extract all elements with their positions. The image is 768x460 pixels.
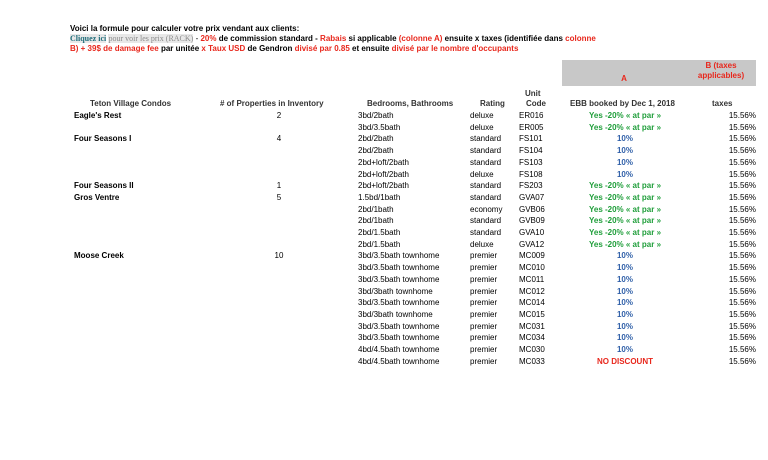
intro-text: de Gendron — [245, 44, 295, 53]
table-row — [0, 239, 768, 251]
taxes-cell: 15.56% — [728, 345, 756, 354]
property-count-cell: 1 — [276, 181, 282, 191]
ebb-cell: 10% — [616, 169, 633, 179]
rating-cell: standard — [470, 192, 502, 202]
intro-line-2 — [70, 34, 760, 44]
table-row — [0, 227, 768, 239]
bedrooms-cell: 4bd/4.5bath townhome — [358, 345, 440, 354]
unit-code-cell: GVA12 — [519, 239, 545, 249]
intro-text: et ensuite — [349, 44, 392, 53]
bedrooms-cell: 2bd/1.5bath — [358, 239, 401, 249]
bedrooms-cell: 4bd/4.5bath townhome — [358, 356, 440, 366]
intro-commission-pct: 20% — [200, 34, 217, 43]
table-row — [0, 309, 768, 321]
unit-code-cell: MC034 — [519, 333, 545, 343]
rating-cell: standard — [470, 216, 502, 226]
unit-code-cell: MC011 — [519, 274, 545, 284]
bedrooms-cell: 2bd/1bath — [358, 216, 394, 226]
table-row — [0, 356, 768, 368]
rating-cell: deluxe — [470, 111, 494, 120]
formula-intro — [70, 24, 760, 54]
bedrooms-cell: 2bd+loft/2bath — [358, 181, 409, 191]
rating-cell: standard — [470, 181, 502, 191]
taxes-cell: 15.56% — [728, 274, 756, 284]
table-row — [0, 180, 768, 192]
rating-cell: deluxe — [470, 239, 494, 249]
taxes-cell: 15.56% — [728, 181, 756, 191]
rating-cell: premier — [470, 321, 498, 331]
ebb-cell: Yes -20% « at par » — [588, 216, 662, 226]
rating-cell: standard — [470, 134, 502, 144]
taxes-cell: 15.56% — [728, 111, 756, 120]
rating-cell: premier — [470, 345, 498, 354]
ebb-cell: 10% — [616, 298, 633, 308]
ebb-cell: 10% — [616, 321, 633, 331]
table-row — [0, 215, 768, 227]
col-header-taxes: taxes — [712, 99, 733, 108]
unit-code-cell: FS103 — [519, 157, 543, 167]
unit-code-cell: MC014 — [519, 298, 545, 308]
unit-code-cell: MC010 — [519, 263, 545, 273]
unit-code-cell: GVB09 — [519, 216, 545, 226]
rating-cell: premier — [470, 333, 498, 343]
taxes-cell: 15.56% — [728, 321, 756, 331]
ebb-cell: 10% — [616, 263, 633, 273]
table-row — [0, 133, 768, 145]
bedrooms-cell: 3bd/3.5bath townhome — [358, 321, 440, 331]
taxes-cell: 15.56% — [728, 122, 756, 132]
ebb-cell: NO DISCOUNT — [597, 356, 653, 366]
rating-cell: premier — [470, 286, 498, 296]
taxes-cell: 15.56% — [728, 146, 756, 156]
bedrooms-cell: 2bd/2bath — [358, 146, 394, 156]
table-row — [0, 286, 768, 298]
condo-name-cell: Four Seasons II — [74, 181, 134, 191]
intro-text: ensuite x taxes (identifiée dans — [442, 34, 566, 43]
intro-text: de commission standard - — [216, 34, 321, 43]
condo-name-cell: Eagle's Rest — [74, 111, 122, 120]
taxes-cell: 15.56% — [728, 134, 756, 144]
taxes-cell: 15.56% — [728, 192, 756, 202]
ebb-cell: 10% — [616, 345, 633, 354]
table-row — [0, 297, 768, 309]
bedrooms-cell: 3bd/2bath — [358, 111, 394, 120]
col-header-condos: Teton Village Condos — [90, 99, 172, 108]
table-row — [0, 110, 768, 122]
taxes-cell: 15.56% — [728, 263, 756, 273]
table-row — [0, 192, 768, 204]
bedrooms-cell: 3bd/3.5bath townhome — [358, 263, 440, 273]
col-header-count: # of Properties in Inventory — [220, 99, 324, 108]
ebb-cell: Yes -20% « at par » — [588, 228, 662, 237]
col-header-ebb: EBB booked by Dec 1, 2018 — [570, 99, 675, 108]
condo-name-cell: Gros Ventre — [74, 192, 120, 202]
bedrooms-cell: 2bd/1.5bath — [358, 228, 401, 237]
bedrooms-cell: 3bd/3.5bath townhome — [358, 298, 440, 308]
rack-prices-link[interactable]: Cliquez ici — [70, 34, 107, 43]
rating-cell: deluxe — [470, 169, 494, 179]
ebb-cell: 10% — [616, 157, 633, 167]
intro-damage-fee: B) + 39$ de damage fee — [70, 44, 159, 53]
ebb-cell: Yes -20% « at par » — [588, 122, 662, 132]
table-row — [0, 122, 768, 134]
ebb-cell: 10% — [616, 134, 633, 144]
intro-line-1: Voici la formule pour calculer votre prix vendant aux clients: — [70, 24, 300, 33]
taxes-cell: 15.56% — [728, 251, 756, 261]
unit-code-cell: MC012 — [519, 286, 545, 296]
column-b-label: B (taxes applicables) — [697, 61, 745, 80]
ebb-cell: 10% — [616, 146, 633, 156]
bedrooms-cell: 2bd+loft/2bath — [358, 169, 409, 179]
unit-code-cell: GVA10 — [519, 228, 545, 237]
unit-code-cell: GVA07 — [519, 192, 545, 202]
unit-code-cell: MC033 — [519, 356, 545, 366]
col-header-bedrooms: Bedrooms, Bathrooms — [367, 99, 454, 108]
column-a-label: A — [621, 74, 627, 83]
ebb-cell: Yes -20% « at par » — [588, 239, 662, 249]
intro-text: par unitée — [158, 44, 202, 53]
condo-name-cell: Four Seasons I — [74, 134, 132, 144]
condo-name-cell: Moose Creek — [74, 251, 124, 261]
table-row — [0, 204, 768, 216]
table-row — [0, 250, 768, 262]
ebb-cell: Yes -20% « at par » — [588, 181, 662, 191]
taxes-cell: 15.56% — [728, 333, 756, 343]
intro-colonne-a: (colonne A) — [398, 34, 443, 43]
taxes-cell: 15.56% — [728, 157, 756, 167]
rating-cell: standard — [470, 146, 502, 156]
unit-code-cell: MC015 — [519, 309, 545, 319]
column-a-header-band — [562, 60, 686, 86]
taxes-cell: 15.56% — [728, 286, 756, 296]
taxes-cell: 15.56% — [728, 204, 756, 214]
rack-prices-link-suffix[interactable]: pour voir les prix (RACK) — [108, 34, 194, 43]
table-row — [0, 321, 768, 333]
intro-text: si applicable — [346, 34, 399, 43]
taxes-cell: 15.56% — [728, 216, 756, 226]
table-row — [0, 145, 768, 157]
table-row — [0, 344, 768, 356]
bedrooms-cell: 3bd/3bath townhome — [358, 286, 433, 296]
col-header-code: Code — [526, 99, 546, 108]
bedrooms-cell: 3bd/3.5bath townhome — [358, 251, 440, 261]
intro-rabais: Rabais — [320, 34, 347, 43]
table-row — [0, 262, 768, 274]
rating-cell: premier — [470, 356, 498, 366]
rating-cell: standard — [470, 228, 502, 237]
bedrooms-cell: 3bd/3bath townhome — [358, 309, 433, 319]
intro-taux-usd: x Taux USD — [201, 44, 246, 53]
property-count-cell: 4 — [276, 134, 282, 144]
taxes-cell: 15.56% — [728, 239, 756, 249]
ebb-cell: 10% — [616, 286, 633, 296]
bedrooms-cell: 1.5bd/1bath — [358, 192, 401, 202]
unit-header-top: Unit — [525, 89, 541, 98]
table-row — [0, 274, 768, 286]
rating-cell: premier — [470, 309, 498, 319]
rating-cell: premier — [470, 263, 498, 273]
unit-code-cell: FS104 — [519, 146, 543, 156]
unit-code-cell: FS108 — [519, 169, 543, 179]
taxes-cell: 15.56% — [728, 356, 756, 366]
rating-cell: premier — [470, 298, 498, 308]
ebb-cell: 10% — [616, 309, 633, 319]
table-row — [0, 169, 768, 181]
unit-code-cell: ER016 — [519, 111, 544, 120]
table-row — [0, 332, 768, 344]
property-count-cell: 5 — [276, 192, 282, 202]
taxes-cell: 15.56% — [728, 228, 756, 237]
unit-code-cell: GVB06 — [519, 204, 545, 214]
ebb-cell: 10% — [616, 251, 633, 261]
ebb-cell: 10% — [616, 274, 633, 284]
rating-cell: premier — [470, 274, 498, 284]
bedrooms-cell: 3bd/3.5bath townhome — [358, 333, 440, 343]
ebb-cell: 10% — [616, 333, 633, 343]
taxes-cell: 15.56% — [728, 309, 756, 319]
bedrooms-cell: 3bd/3.5bath townhome — [358, 274, 440, 284]
bedrooms-cell: 2bd/1bath — [358, 204, 394, 214]
ebb-cell: Yes -20% « at par » — [588, 111, 662, 120]
unit-code-cell: MC030 — [519, 345, 545, 354]
ebb-cell: Yes -20% « at par » — [588, 192, 662, 202]
taxes-cell: 15.56% — [728, 169, 756, 179]
unit-code-cell: FS203 — [519, 181, 543, 191]
intro-line-3 — [70, 44, 760, 54]
column-b-header-band — [686, 60, 756, 86]
col-header-rating: Rating — [480, 99, 505, 108]
property-count-cell: 10 — [274, 251, 284, 261]
bedrooms-cell: 2bd+loft/2bath — [358, 157, 409, 167]
intro-text: - — [193, 34, 201, 43]
unit-code-cell: MC031 — [519, 321, 545, 331]
unit-code-cell: MC009 — [519, 251, 545, 261]
rating-cell: economy — [470, 204, 503, 214]
bedrooms-cell: 3bd/3.5bath — [358, 122, 401, 132]
table-row — [0, 157, 768, 169]
taxes-cell: 15.56% — [728, 298, 756, 308]
bedrooms-cell: 2bd/2bath — [358, 134, 394, 144]
unit-code-cell: ER005 — [519, 122, 544, 132]
intro-colonne: colonne — [565, 34, 596, 43]
rating-cell: standard — [470, 157, 502, 167]
intro-divise-085: divisé par 0.85 — [294, 44, 350, 53]
intro-divise-occupants: divisé par le nombre d'occupants — [391, 44, 519, 53]
rating-cell: premier — [470, 251, 498, 261]
ebb-cell: Yes -20% « at par » — [588, 204, 662, 214]
unit-code-cell: FS101 — [519, 134, 543, 144]
property-count-cell: 2 — [276, 111, 282, 120]
rating-cell: deluxe — [470, 122, 494, 132]
